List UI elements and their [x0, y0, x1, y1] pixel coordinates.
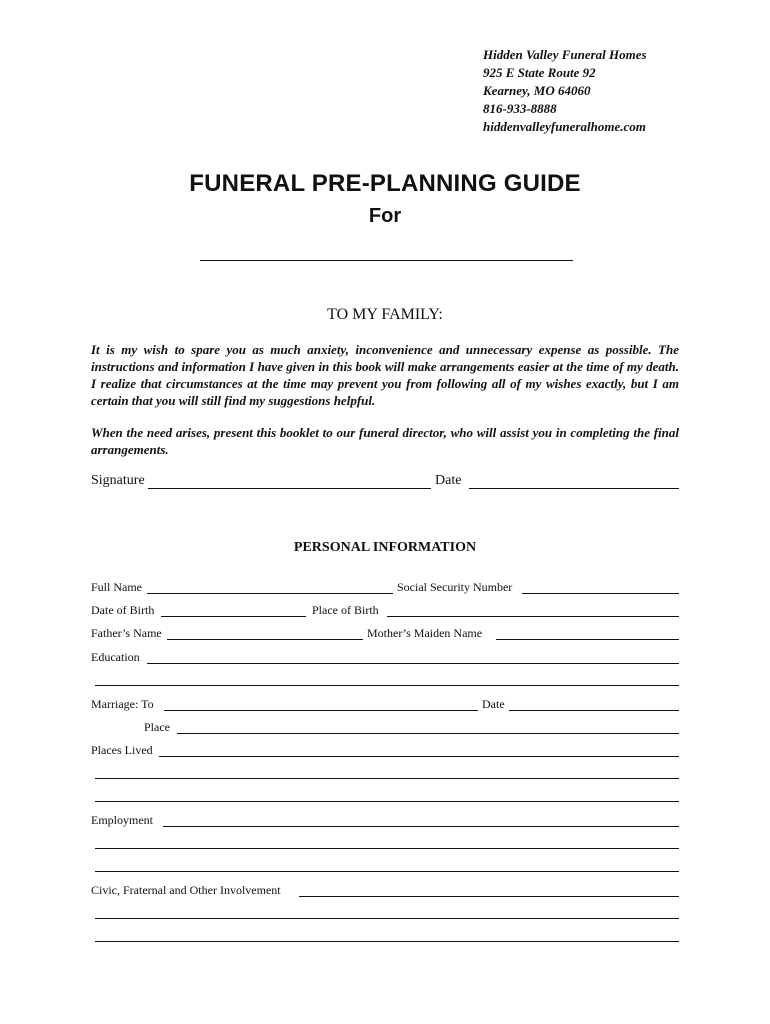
- marriage-to-field[interactable]: [164, 710, 478, 711]
- place-of-birth-field[interactable]: [387, 616, 679, 617]
- places-lived-extra-line-2[interactable]: [95, 801, 679, 802]
- birth-row: [91, 603, 679, 621]
- signature-field[interactable]: [148, 488, 431, 489]
- education-field[interactable]: [147, 663, 679, 664]
- civic-extra-line-1[interactable]: [95, 918, 679, 919]
- civic-involvement-field[interactable]: [299, 896, 679, 897]
- places-lived-label: Places Lived: [91, 743, 153, 757]
- places-lived-row: [91, 743, 679, 761]
- employment-row: [91, 813, 679, 831]
- instructions-paragraph: When the need arises, present this booklet to our funeral director, who will assist you in completing the final arrangements.: [91, 425, 679, 457]
- education-row: [91, 650, 679, 668]
- signature-date-field[interactable]: [469, 488, 679, 489]
- funeral-home-contact-block: [483, 46, 647, 136]
- mothers-maiden-name-field[interactable]: [496, 639, 679, 640]
- date-of-birth-field[interactable]: [161, 616, 306, 617]
- personal-information-heading: PERSONAL INFORMATION: [293, 540, 477, 555]
- phone-number: 816-933-8888: [483, 101, 557, 116]
- ssn-field[interactable]: [522, 593, 679, 594]
- date-of-birth-label: Date of Birth: [91, 603, 155, 617]
- mothers-maiden-name-label: Mother’s Maiden Name: [367, 626, 483, 640]
- address-line-2: Kearney, MO 64060: [483, 83, 591, 98]
- for-label: For: [368, 205, 402, 227]
- marriage-to-label: Marriage: To: [91, 697, 154, 711]
- fathers-name-field[interactable]: [167, 639, 363, 640]
- date-label: Date: [435, 473, 462, 488]
- address-line-1: 925 E State Route 92: [483, 65, 596, 80]
- education-label: Education: [91, 650, 140, 664]
- marriage-row: [91, 697, 679, 715]
- civic-row: [91, 883, 679, 901]
- marriage-place-label: Place: [144, 720, 170, 734]
- employment-extra-line-2[interactable]: [95, 871, 679, 872]
- page-title: FUNERAL PRE-PLANNING GUIDE: [189, 170, 581, 197]
- parents-row: [91, 626, 679, 644]
- marriage-date-label: Date: [482, 697, 505, 711]
- employment-label: Employment: [91, 813, 153, 827]
- company-name: Hidden Valley Funeral Homes: [483, 47, 647, 62]
- fathers-name-label: Father’s Name: [91, 626, 162, 640]
- website: hiddenvalleyfuneralhome.com: [483, 119, 646, 134]
- employment-field[interactable]: [163, 826, 679, 827]
- marriage-place-field[interactable]: [177, 733, 679, 734]
- places-lived-extra-line-1[interactable]: [95, 778, 679, 779]
- full-name-row: [91, 580, 679, 598]
- marriage-place-row: [91, 720, 679, 738]
- full-name-field[interactable]: [147, 593, 393, 594]
- civic-involvement-label: Civic, Fraternal and Other Involvement: [91, 883, 281, 897]
- places-lived-field[interactable]: [159, 756, 679, 757]
- ssn-label: Social Security Number: [397, 580, 513, 594]
- marriage-date-field[interactable]: [509, 710, 679, 711]
- to-family-heading: TO MY FAMILY:: [327, 306, 443, 323]
- for-name-field[interactable]: [200, 259, 573, 261]
- signature-label: Signature: [91, 473, 145, 488]
- place-of-birth-label: Place of Birth: [312, 603, 379, 617]
- signature-row: [91, 473, 679, 493]
- full-name-label: Full Name: [91, 580, 142, 594]
- intro-paragraph: It is my wish to spare you as much anxiety, inconvenience and unnecessary expense as possible. The instructions and information I have given in this book will make arrangements easier at the time of my death. I realize that circumstances at the time may prevent you from following all of my wishes exactly, but I am certain that you will still find my suggestions helpful.: [91, 342, 679, 408]
- employment-extra-line-1[interactable]: [95, 848, 679, 849]
- education-extra-line[interactable]: [95, 685, 679, 686]
- civic-extra-line-2[interactable]: [95, 941, 679, 942]
